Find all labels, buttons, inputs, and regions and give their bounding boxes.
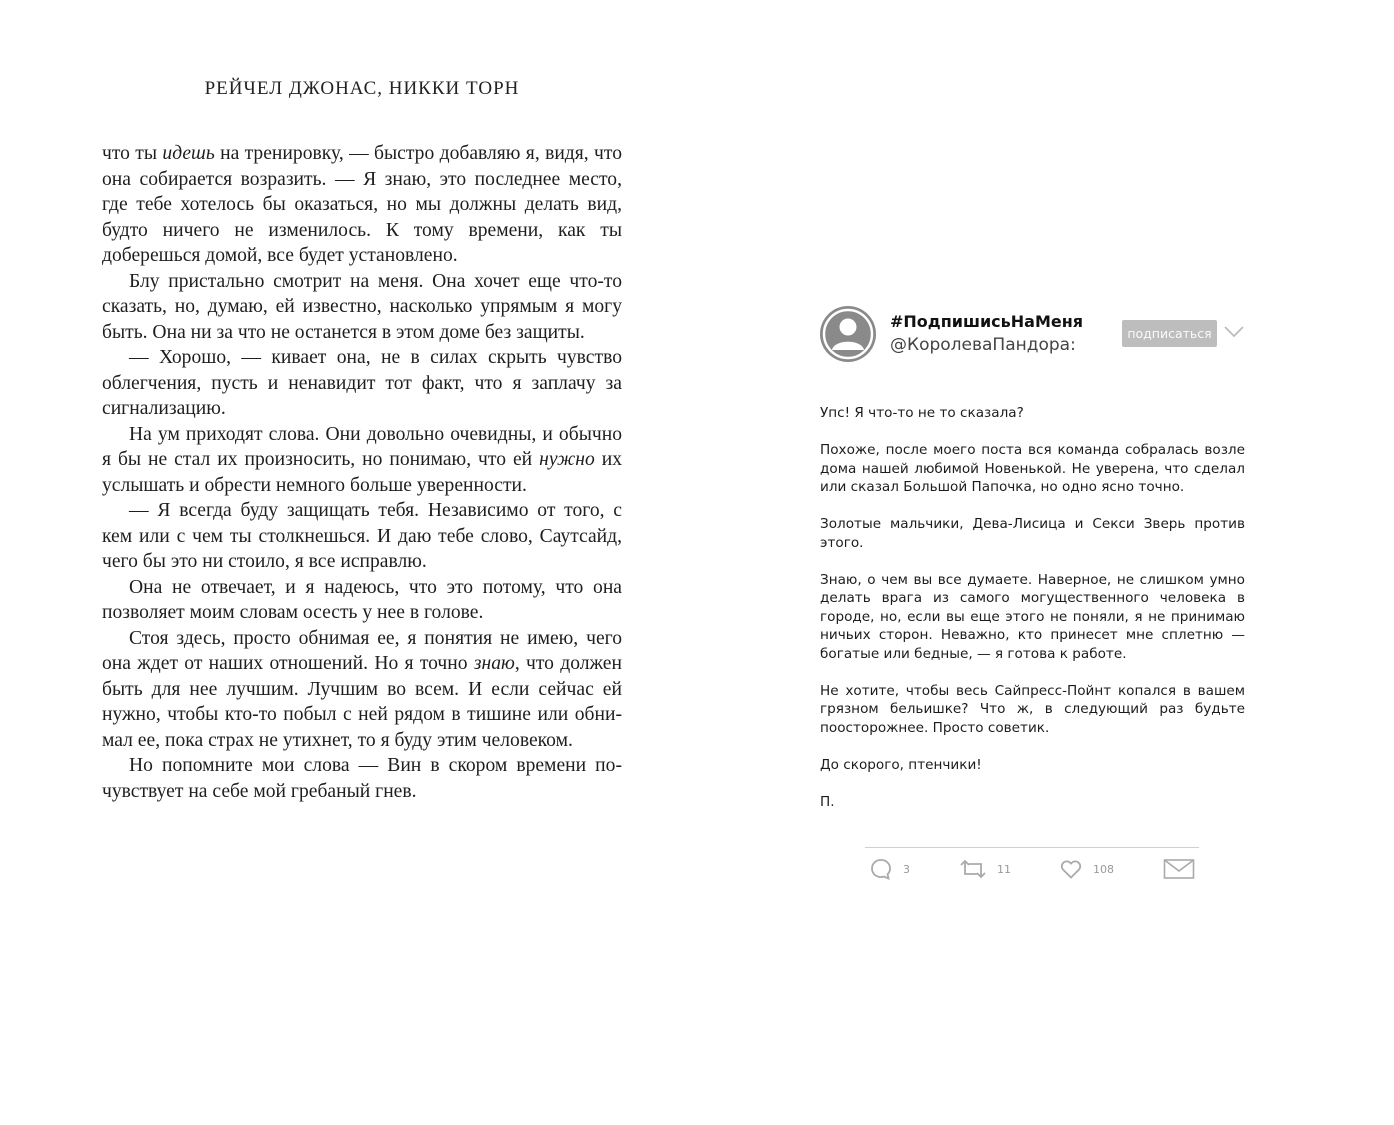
book-paragraph [102, 422, 622, 499]
paragraph-text: их услышать и обрести немного больше уверенности. [102, 449, 622, 496]
paragraph-text: Блу пристально смотрит на меня. Она хочет еще что-то сказать, но, думаю, ей известно, насколько упрямым я могу быть. Она ни за что не останется в этом доме без защиты. [102, 270, 622, 343]
paragraph-text: Стоя здесь, просто обнимая ее, я понятия не имею, чего она ждет от наших отношений. Но я точно [102, 627, 622, 674]
account-handle[interactable]: @КоролеваПандора: [890, 335, 1076, 355]
emphasized-text: идешь [162, 143, 215, 164]
repost-button[interactable] [959, 854, 1011, 884]
social-post [820, 300, 1245, 830]
paragraph-text: что ты [102, 143, 163, 164]
paragraph-text: — Хорошо, — кивает она, не в силах скрыть чувство облегчения, пусть и ненавидит тот факт, что я заплачу за сигнализацию. [102, 347, 622, 419]
post-header [820, 300, 1245, 370]
envelope-icon [1163, 857, 1195, 881]
chevron-down-icon[interactable] [1223, 324, 1245, 338]
post-body [820, 404, 1245, 811]
post-paragraph: До скорого, птенчики! [820, 756, 982, 773]
avatar-placeholder-icon[interactable] [820, 306, 876, 362]
paragraph-text: На ум приходят слова. Они довольно очевидны, и обычно я бы не стал их произносить, но понимаю, что ей [102, 423, 622, 470]
paragraph-text: Она не отвечает, и я надеюсь, что это потому, что она позволяет моим словам осесть у нее в голове. [102, 576, 622, 623]
subscribe-button[interactable]: подписаться [1122, 320, 1217, 347]
emphasized-text: знаю [473, 653, 515, 674]
paragraph-text: Но попомните мои слова — Вин в скором времени почувствует на себе мой гребаный гнев. [102, 755, 622, 802]
heart-icon [1059, 857, 1083, 881]
book-paragraph [102, 269, 622, 346]
post-paragraph: П. [820, 793, 835, 810]
book-paragraph [102, 141, 622, 269]
book-paragraph [102, 498, 622, 575]
book-paragraph [102, 575, 622, 626]
paragraph-text: — Я всегда буду защищать тебя. Независимо от того, с кем или с чем ты столкнешься. И даю тебе слово, Саутсайд, чего бы это ни стоило, я все исправлю. [102, 500, 622, 572]
running-header: РЕЙЧЕЛ ДЖОНАС, НИККИ ТОРН [204, 78, 520, 99]
paragraph-text: , что должен быть для нее лучшим. Лучшим во всем. И если сейчас ей нужно, чтобы кто-то побыл с ней рядом в тишине или обнимал ее, пока страх не утихнет, то я буду этим человеком. [102, 653, 622, 751]
message-button[interactable] [1163, 854, 1195, 884]
post-paragraph: Похоже, после моего поста вся команда собралась возле дома нашей любимой Новенькой. Не уверена, что сделал или сказал Большой Папочка, но одно ясно точно. [820, 442, 1245, 495]
paragraph-text: на тренировку, — быстро добавляю я, видя, что она собирается возразить. — Я знаю, это последнее место, где тебе хотелось бы оказаться, но мы должны делать вид, будто ничего не изменилось. К тому времени, как ты доберешься домой, все будет установлено. [102, 143, 622, 266]
book-paragraph [102, 753, 622, 804]
post-paragraph: Упс! Я что-то не то сказала? [820, 405, 1024, 421]
like-button[interactable] [1059, 854, 1114, 884]
book-body-text [102, 141, 622, 804]
reply-button[interactable] [869, 854, 910, 884]
reply-count: 3 [903, 862, 910, 876]
post-paragraph: Не хотите, чтобы весь Сайпресс-Пойнт копался в вашем грязном бельишке? Что ж, в следующий раз будьте поосторожнее. Просто советик. [820, 682, 1245, 736]
like-count: 108 [1093, 862, 1114, 876]
emphasized-text: нужно [539, 449, 595, 470]
post-actions-divider [865, 847, 1199, 848]
repost-icon [959, 857, 987, 881]
reply-bubble-icon [869, 857, 893, 881]
post-actions-bar [865, 854, 1199, 884]
book-paragraph [102, 345, 622, 422]
account-name[interactable]: #ПодпишисьНаМеня [890, 312, 1084, 331]
post-paragraph: Золотые мальчики, Дева-Лисица и Секси Зверь против этого. [820, 516, 1245, 551]
post-paragraph: Знаю, о чем вы все думаете. Наверное, не слишком умно делать врага из самого могущественного человека в городе, но, если вы еще этого не поняли, я не принимаю ничьих сторон. Неважно, кто принесет мне сплетню — богатые или бедные, — я готова к работе. [820, 571, 1245, 662]
repost-count: 11 [997, 862, 1011, 876]
book-paragraph [102, 626, 622, 754]
